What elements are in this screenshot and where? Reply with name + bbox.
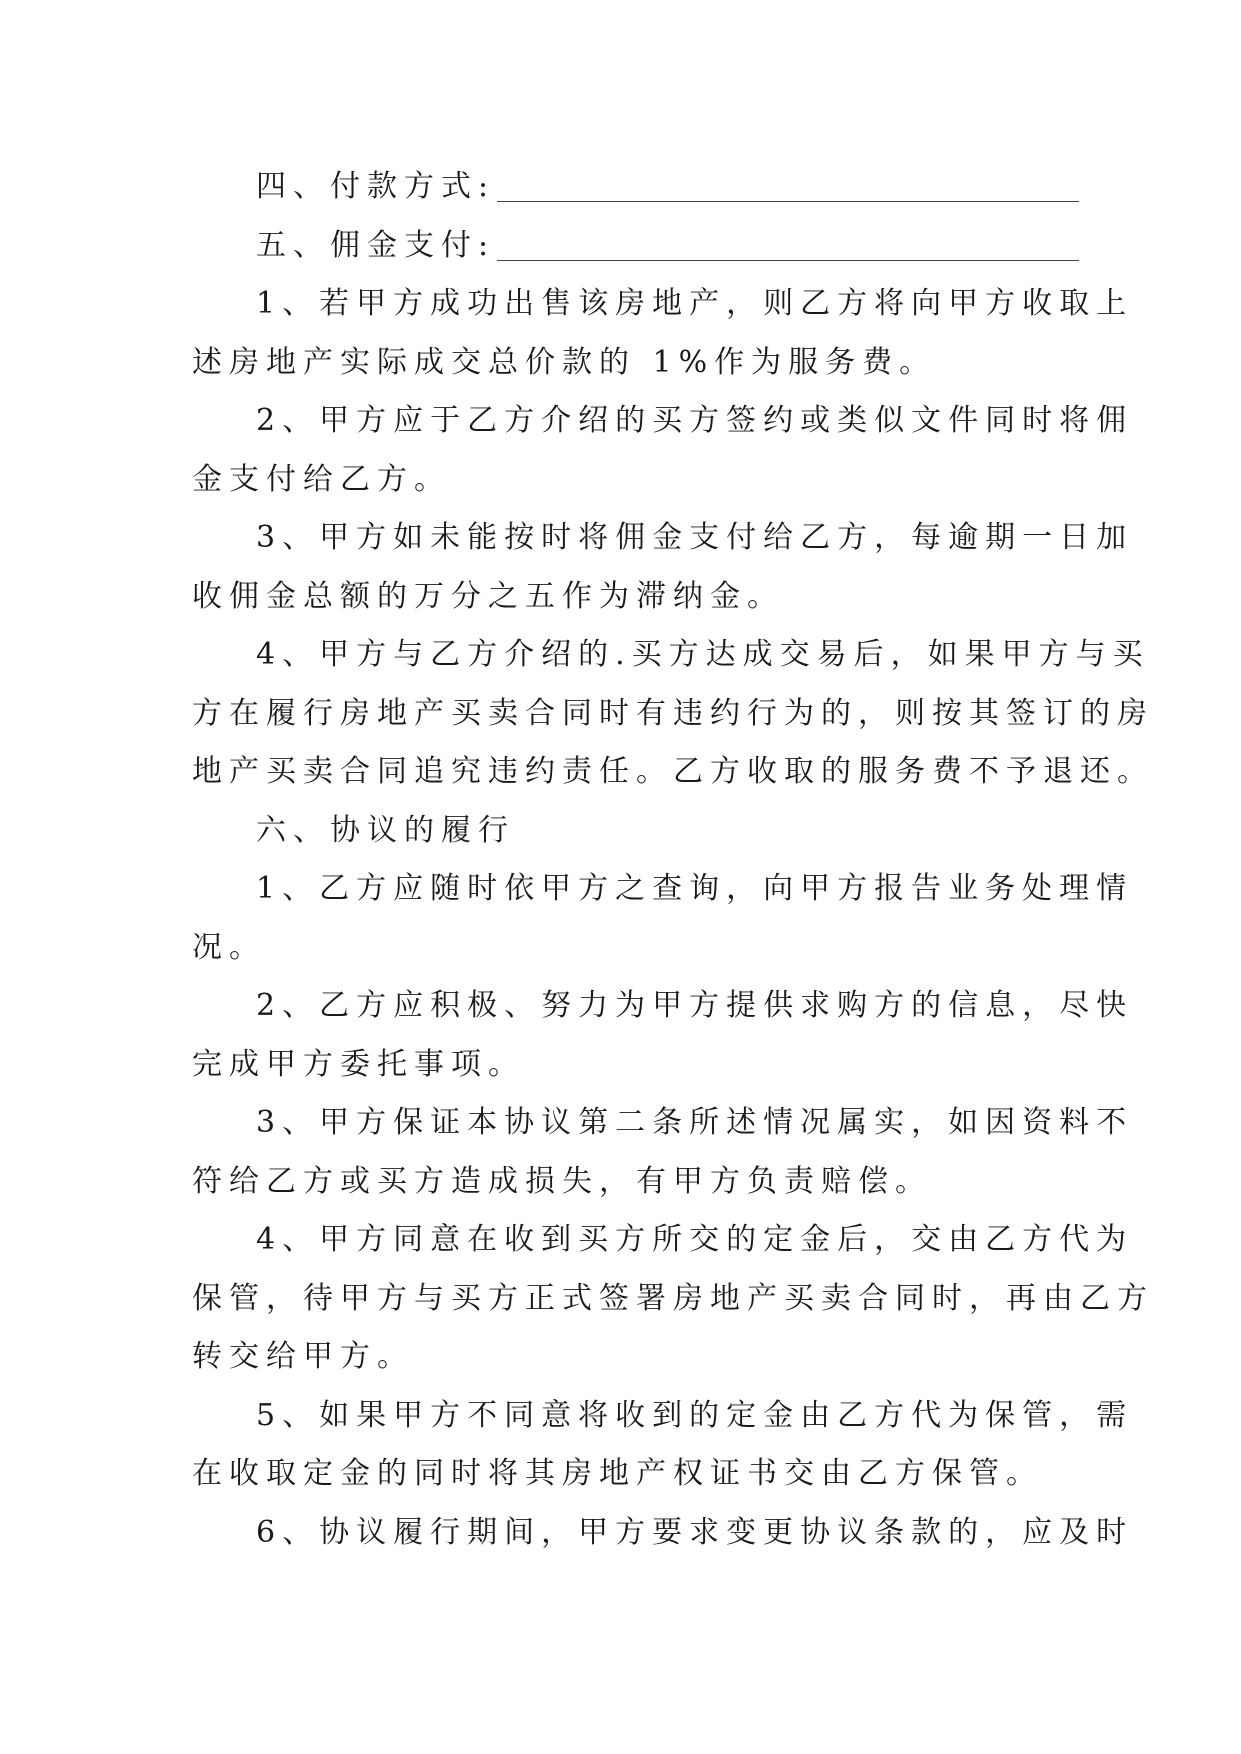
text-line: 符给乙方或买方造成损失，有甲方负责赔偿。 — [192, 1163, 932, 1199]
text-line: 4、甲方同意在收到买方所交的定金后，交由乙方代为 — [256, 1222, 1134, 1257]
payment-method-blank — [497, 171, 1079, 202]
text-line: 3、甲方保证本协议第二条所述情况属实，如因资料不 — [256, 1105, 1134, 1140]
text-line: 地产买卖合同追究违约责任。乙方收取的服务费不予退还。 — [192, 754, 1154, 789]
payment-method-field — [192, 158, 1058, 217]
text-line: 在收取定金的同时将其房地产权证书交由乙方保管。 — [192, 1456, 1043, 1491]
paragraph-performance-6 — [192, 1504, 1134, 1563]
section-heading: 六、协议的履行 — [256, 812, 515, 848]
text-line: 收佣金总额的万分之五作为滞纳金。 — [192, 578, 784, 614]
section-heading-performance — [192, 802, 1058, 861]
commission-payment-field — [192, 217, 1058, 276]
text-line: 金支付给乙方。 — [192, 461, 451, 497]
text-line: 2、乙方应积极、努力为甲方提供求购方的信息，尽快 — [256, 988, 1134, 1023]
text-line: 转交给甲方。 — [192, 1339, 414, 1374]
document-body — [192, 158, 1154, 1562]
text-line: 方在履行房地产买卖合同时有违约行为的，则按其签订的房 — [192, 695, 1154, 731]
commission-payment-blank — [497, 230, 1079, 261]
text-line: 1、乙方应随时依甲方之查询，向甲方报告业务处理情 — [256, 871, 1134, 906]
text-line: 保管，待甲方与买方正式签署房地产买卖合同时，再由乙方 — [192, 1280, 1154, 1316]
text-line: 完成甲方委托事项。 — [192, 1046, 525, 1082]
text-line: 5、如果甲方不同意将收到的定金由乙方代为保管，需 — [256, 1397, 1134, 1433]
paragraph-performance-4 — [192, 1211, 1154, 1387]
text-line: 况。 — [192, 929, 266, 965]
commission-payment-label: 五、佣金支付: — [256, 227, 496, 263]
paragraph-commission-3 — [192, 509, 1134, 626]
paragraph-performance-2 — [192, 977, 1134, 1094]
text-line: 2、甲方应于乙方介绍的买方签约或类似文件同时将佣 — [256, 403, 1134, 438]
paragraph-performance-1 — [192, 860, 1134, 977]
text-line: 1、若甲方成功出售该房地产，则乙方将向甲方收取上 — [256, 286, 1134, 321]
text-line: 6、协议履行期间，甲方要求变更协议条款的，应及时 — [256, 1514, 1134, 1550]
paragraph-performance-3 — [192, 1094, 1134, 1211]
text-line: 4、甲方与乙方介绍的.买方达成交易后，如果甲方与买 — [256, 637, 1150, 672]
text-line: 3、甲方如未能按时将佣金支付给乙方，每逾期一日加 — [256, 520, 1134, 555]
paragraph-commission-2 — [192, 392, 1134, 509]
paragraph-commission-1 — [192, 275, 1134, 392]
paragraph-commission-4 — [192, 626, 1154, 802]
text-line: 述房地产实际成交总价款的 1%作为服务费。 — [192, 344, 937, 380]
payment-method-label: 四、付款方式: — [256, 169, 496, 204]
paragraph-performance-5 — [192, 1387, 1134, 1504]
